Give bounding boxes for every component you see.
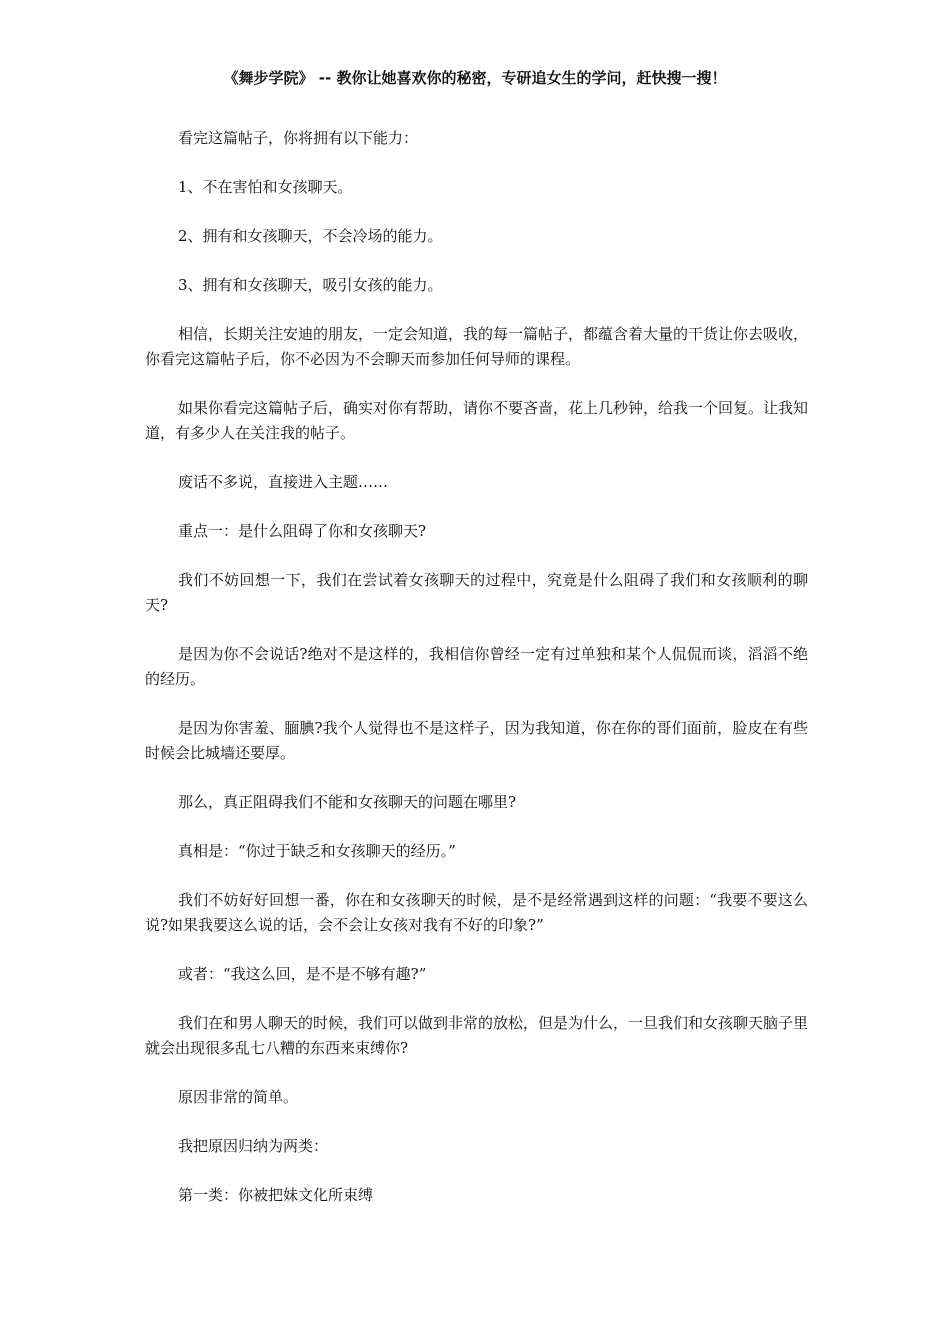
section-heading: 重点一：是什么阻碍了你和女孩聊天? [178,522,427,540]
paragraph: 那么，真正阻碍我们不能和女孩聊天的问题在哪里? [178,793,517,811]
paragraph: 我们不妨好好回想一番，你在和女孩聊天的时候，是不是经常遇到这样的问题：“我要不要这么说?如果我要这么说的话，会不会让女孩对我有不好的印象?” [145,891,808,934]
paragraph: 我们在和男人聊天的时候，我们可以做到非常的放松，但是为什么，一旦我们和女孩聊天脑子里就会出现很多乱七八糟的东西来束缚你? [145,1014,809,1057]
paragraph: 如果你看完这篇帖子后，确实对你有帮助，请你不要吝啬，花上几秒钟，给我一个回复。让我知道，有多少人在关注我的帖子。 [145,399,809,442]
paragraph: 废话不多说，直接进入主题…… [178,473,389,491]
paragraph-ability-1: 1、不在害怕和女孩聊天。 [178,178,353,196]
paragraph-ability-3: 3、拥有和女孩聊天，吸引女孩的能力。 [178,276,443,294]
document-title: 《舞步学院》 -- 教你让她喜欢你的秘密，专研追女生的学问，赶快搜一搜！ [223,69,727,87]
paragraph-intro: 看完这篇帖子，你将拥有以下能力： [178,129,419,147]
paragraph: 或者：“我这么回，是不是不够有趣?” [178,965,427,983]
paragraph: 我把原因归纳为两类： [178,1137,329,1155]
paragraph: 相信，长期关注安迪的朋友，一定会知道，我的每一篇帖子，都蕴含着大量的干货让你去吸收，你看完这篇帖子后，你不必因为不会聊天而参加任何导师的课程。 [145,325,809,368]
paragraph: 我们不妨回想一下，我们在尝试着女孩聊天的过程中，究竟是什么阻碍了我们和女孩顺利的聊天? [145,571,808,614]
paragraph-ability-2: 2、拥有和女孩聊天，不会冷场的能力。 [178,227,443,245]
subsection-heading: 第一类：你被把妹文化所束缚 [178,1186,374,1204]
paragraph: 真相是：“你过于缺乏和女孩聊天的经历。” [178,842,456,860]
paragraph: 原因非常的简单。 [178,1088,299,1106]
paragraph: 是因为你不会说话?绝对不是这样的，我相信你曾经一定有过单独和某个人侃侃而谈，滔滔不绝的经历。 [145,645,808,688]
document-body [145,126,808,1232]
paragraph: 是因为你害羞、腼腆?我个人觉得也不是这样子，因为我知道，你在你的哥们面前，脸皮在有些时候会比城墙还要厚。 [145,719,808,762]
